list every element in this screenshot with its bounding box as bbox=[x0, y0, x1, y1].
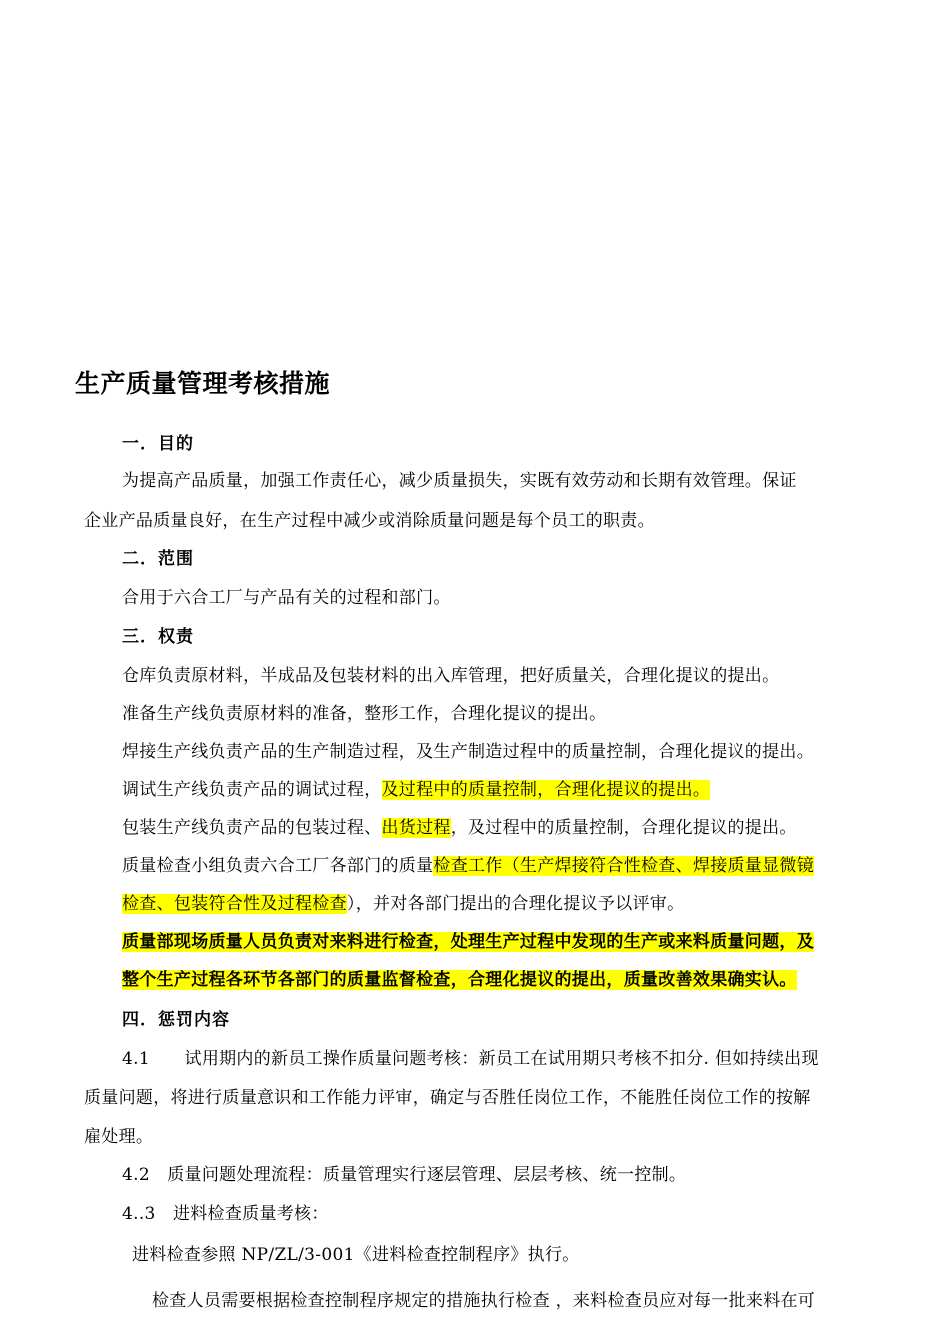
responsibility-inspection-team-line-2 bbox=[122, 893, 684, 915]
quality-dept-highlight-2: 整个生产过程各环节各部门的质量监督检查，合理化提议的提出，质量改善效果确实认。 bbox=[122, 970, 797, 990]
penalty-4-1-line-2: 质量问题，将进行质量意识和工作能力评审，确定与否胜任岗位工作，不能胜任岗位工作的按解 bbox=[84, 1088, 811, 1108]
responsibility-quality-dept-line-1 bbox=[122, 931, 814, 953]
penalty-4-2: 4.2 质量问题处理流程：质量管理实行逐层管理、层层考核、统一控制。 bbox=[122, 1165, 687, 1185]
packaging-line-text-2: ，及过程中的质量控制，合理化提议的提出。 bbox=[450, 818, 797, 838]
penalty-4-3-detail: 检查人员需要根据检查控制程序规定的措施执行检查 ，来料检查员应对每一批来料在可 bbox=[152, 1291, 816, 1311]
inspection-team-text-2: ），并对各部门提出的合理化提议予以评审。 bbox=[346, 894, 685, 914]
responsibility-preparation-line: 准备生产线负责原材料的准备，整形工作，合理化提议的提出。 bbox=[122, 704, 607, 724]
packaging-line-text-1: 包装生产线负责产品的包装过程、 bbox=[122, 818, 382, 838]
document-title: 生产质量管理考核措施 bbox=[75, 369, 331, 398]
responsibility-debugging-line bbox=[122, 779, 710, 801]
inspection-team-text: 质量检查小组负责六合工厂各部门的质量 bbox=[122, 856, 434, 876]
packaging-line-highlight: 出货过程 bbox=[381, 818, 451, 838]
purpose-paragraph-line-1: 为提高产品质量，加强工作责任心，减少质量损失，实既有效劳动和长期有效管理。保证 bbox=[122, 471, 797, 491]
scope-paragraph: 合用于六合工厂与产品有关的过程和部门。 bbox=[122, 588, 451, 608]
responsibility-welding-line: 焊接生产线负责产品的生产制造过程，及生产制造过程中的质量控制，合理化提议的提出。 bbox=[122, 742, 814, 762]
responsibility-inspection-team-line-1 bbox=[122, 855, 814, 877]
penalty-4-3-heading: 4..3 进料检查质量考核： bbox=[122, 1204, 329, 1224]
penalty-4-3-reference: 进料检查参照 NP/ZL/3-001《进料检查控制程序》执行。 bbox=[132, 1245, 580, 1265]
responsibility-warehouse: 仓库负责原材料，半成品及包装材料的出入库管理，把好质量关，合理化提议的提出。 bbox=[122, 666, 780, 686]
inspection-team-highlight-2: 检查、包装符合性及过程检查 bbox=[122, 894, 347, 914]
section-heading-scope: 二．范围 bbox=[122, 549, 194, 569]
responsibility-packaging-line bbox=[122, 817, 797, 839]
debugging-line-highlight: 及过程中的质量控制，合理化提议的提出。 bbox=[381, 780, 711, 800]
quality-dept-highlight-1: 质量部现场质量人员负责对来料进行检查，处理生产过程中发现的生产或来料质量问题，及 bbox=[122, 932, 814, 952]
section-heading-responsibilities: 三．权责 bbox=[122, 627, 194, 647]
section-heading-penalties: 四．惩罚内容 bbox=[122, 1010, 230, 1030]
penalty-4-1-line-3: 雇处理。 bbox=[84, 1127, 154, 1147]
purpose-paragraph-line-2: 企业产品质量良好，在生产过程中减少或消除质量问题是每个员工的职责。 bbox=[84, 511, 655, 531]
section-heading-purpose: 一．目的 bbox=[122, 434, 194, 454]
inspection-team-highlight-1: 检查工作（生产焊接符合性检查、焊接质量显微镜 bbox=[433, 856, 815, 876]
debugging-line-text: 调试生产线负责产品的调试过程， bbox=[122, 780, 382, 800]
penalty-4-1-line-1: 4.1 试用期内的新员工操作质量问题考核：新员工在试用期只考核不扣分. 但如持续出现 bbox=[122, 1049, 819, 1069]
responsibility-quality-dept-line-2 bbox=[122, 969, 797, 991]
